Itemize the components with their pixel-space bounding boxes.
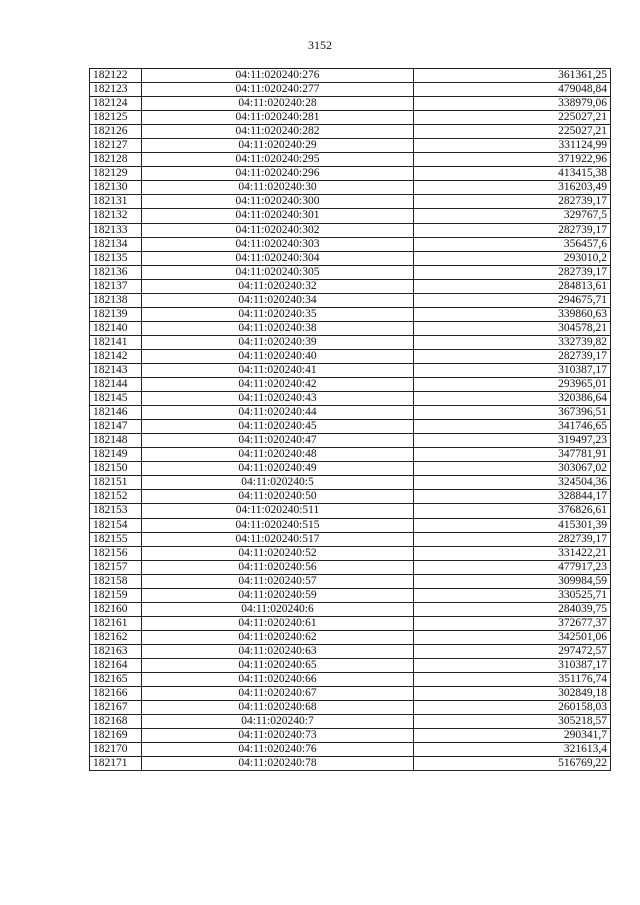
table-row	[90, 574, 611, 588]
table-row	[90, 293, 611, 307]
cadastral-number-cell: 04:11:020240:43	[142, 392, 414, 406]
cadastral-number-cell: 04:11:020240:304	[142, 251, 414, 265]
cadastral-number-cell: 04:11:020240:45	[142, 420, 414, 434]
row-number-cell: 182137	[90, 279, 142, 293]
table-row	[90, 378, 611, 392]
cadastral-number-cell: 04:11:020240:296	[142, 167, 414, 181]
value-cell: 342501,06	[414, 630, 611, 644]
table-row	[90, 729, 611, 743]
row-number-cell: 182129	[90, 167, 142, 181]
value-cell: 367396,51	[414, 406, 611, 420]
cadastral-number-cell: 04:11:020240:295	[142, 153, 414, 167]
page-number: 3152	[308, 38, 332, 52]
row-number-cell: 182133	[90, 223, 142, 237]
cadastral-number-cell: 04:11:020240:305	[142, 265, 414, 279]
cadastral-number-cell: 04:11:020240:5	[142, 476, 414, 490]
cadastral-number-cell: 04:11:020240:48	[142, 448, 414, 462]
value-cell: 376826,61	[414, 504, 611, 518]
cadastral-number-cell: 04:11:020240:62	[142, 630, 414, 644]
value-cell: 297472,57	[414, 644, 611, 658]
table-row	[90, 588, 611, 602]
value-cell: 284039,75	[414, 602, 611, 616]
value-cell: 339860,63	[414, 307, 611, 321]
row-number-cell: 182158	[90, 574, 142, 588]
cadastral-number-cell: 04:11:020240:303	[142, 237, 414, 251]
value-cell: 290341,7	[414, 729, 611, 743]
cadastral-number-cell: 04:11:020240:50	[142, 490, 414, 504]
cadastral-value-table	[89, 68, 611, 771]
value-cell: 225027,21	[414, 111, 611, 125]
row-number-cell: 182159	[90, 588, 142, 602]
table-row	[90, 195, 611, 209]
table-row	[90, 518, 611, 532]
row-number-cell: 182131	[90, 195, 142, 209]
table-row	[90, 434, 611, 448]
row-number-cell: 182169	[90, 729, 142, 743]
row-number-cell: 182171	[90, 757, 142, 771]
table-row	[90, 392, 611, 406]
cadastral-number-cell: 04:11:020240:59	[142, 588, 414, 602]
row-number-cell: 182126	[90, 125, 142, 139]
table-row	[90, 504, 611, 518]
table-row	[90, 251, 611, 265]
cadastral-number-cell: 04:11:020240:28	[142, 97, 414, 111]
value-cell: 293965,01	[414, 378, 611, 392]
row-number-cell: 182141	[90, 335, 142, 349]
table-row	[90, 279, 611, 293]
value-cell: 282739,17	[414, 265, 611, 279]
row-number-cell: 182122	[90, 69, 142, 83]
table-row	[90, 181, 611, 195]
row-number-cell: 182134	[90, 237, 142, 251]
value-cell: 330525,71	[414, 588, 611, 602]
table-row	[90, 209, 611, 223]
table-row	[90, 153, 611, 167]
cadastral-number-cell: 04:11:020240:30	[142, 181, 414, 195]
cadastral-number-cell: 04:11:020240:515	[142, 518, 414, 532]
table-row	[90, 349, 611, 363]
cadastral-number-cell: 04:11:020240:35	[142, 307, 414, 321]
table-row	[90, 644, 611, 658]
table-row	[90, 630, 611, 644]
cadastral-number-cell: 04:11:020240:517	[142, 532, 414, 546]
value-cell: 356457,6	[414, 237, 611, 251]
cadastral-number-cell: 04:11:020240:277	[142, 83, 414, 97]
value-cell: 294675,71	[414, 293, 611, 307]
value-cell: 332739,82	[414, 335, 611, 349]
row-number-cell: 182160	[90, 602, 142, 616]
row-number-cell: 182150	[90, 462, 142, 476]
table-row	[90, 560, 611, 574]
row-number-cell: 182130	[90, 181, 142, 195]
value-cell: 516769,22	[414, 757, 611, 771]
value-cell: 321613,4	[414, 743, 611, 757]
table-row	[90, 307, 611, 321]
cadastral-number-cell: 04:11:020240:76	[142, 743, 414, 757]
table-row	[90, 715, 611, 729]
value-cell: 303067,02	[414, 462, 611, 476]
value-cell: 338979,06	[414, 97, 611, 111]
value-cell: 320386,64	[414, 392, 611, 406]
value-cell: 293010,2	[414, 251, 611, 265]
value-cell: 361361,25	[414, 69, 611, 83]
table-body	[90, 69, 611, 771]
value-cell: 324504,36	[414, 476, 611, 490]
value-cell: 413415,38	[414, 167, 611, 181]
row-number-cell: 182152	[90, 490, 142, 504]
row-number-cell: 182132	[90, 209, 142, 223]
row-number-cell: 182167	[90, 701, 142, 715]
cadastral-number-cell: 04:11:020240:281	[142, 111, 414, 125]
table-row	[90, 69, 611, 83]
cadastral-number-cell: 04:11:020240:41	[142, 363, 414, 377]
row-number-cell: 182148	[90, 434, 142, 448]
table-row	[90, 658, 611, 672]
cadastral-number-cell: 04:11:020240:32	[142, 279, 414, 293]
row-number-cell: 182125	[90, 111, 142, 125]
value-cell: 284813,61	[414, 279, 611, 293]
cadastral-number-cell: 04:11:020240:40	[142, 349, 414, 363]
cadastral-number-cell: 04:11:020240:44	[142, 406, 414, 420]
table-row	[90, 476, 611, 490]
cadastral-number-cell: 04:11:020240:300	[142, 195, 414, 209]
row-number-cell: 182166	[90, 687, 142, 701]
cadastral-number-cell: 04:11:020240:42	[142, 378, 414, 392]
cadastral-number-cell: 04:11:020240:67	[142, 687, 414, 701]
cadastral-number-cell: 04:11:020240:29	[142, 139, 414, 153]
table-row	[90, 265, 611, 279]
table-row	[90, 602, 611, 616]
value-cell: 260158,03	[414, 701, 611, 715]
cadastral-number-cell: 04:11:020240:57	[142, 574, 414, 588]
table-row	[90, 616, 611, 630]
value-cell: 479048,84	[414, 83, 611, 97]
table-row	[90, 363, 611, 377]
row-number-cell: 182151	[90, 476, 142, 490]
row-number-cell: 182123	[90, 83, 142, 97]
value-cell: 415301,39	[414, 518, 611, 532]
table-row	[90, 743, 611, 757]
value-cell: 351176,74	[414, 673, 611, 687]
table-row	[90, 462, 611, 476]
cadastral-number-cell: 04:11:020240:34	[142, 293, 414, 307]
row-number-cell: 182170	[90, 743, 142, 757]
value-cell: 282739,17	[414, 195, 611, 209]
cadastral-number-cell: 04:11:020240:65	[142, 658, 414, 672]
cadastral-number-cell: 04:11:020240:78	[142, 757, 414, 771]
value-cell: 282739,17	[414, 532, 611, 546]
cadastral-number-cell: 04:11:020240:282	[142, 125, 414, 139]
value-cell: 305218,57	[414, 715, 611, 729]
row-number-cell: 182161	[90, 616, 142, 630]
value-cell: 331422,21	[414, 546, 611, 560]
row-number-cell: 182135	[90, 251, 142, 265]
value-cell: 347781,91	[414, 448, 611, 462]
row-number-cell: 182136	[90, 265, 142, 279]
value-cell: 225027,21	[414, 125, 611, 139]
cadastral-number-cell: 04:11:020240:56	[142, 560, 414, 574]
value-cell: 282739,17	[414, 223, 611, 237]
row-number-cell: 182168	[90, 715, 142, 729]
row-number-cell: 182156	[90, 546, 142, 560]
table-row	[90, 125, 611, 139]
row-number-cell: 182147	[90, 420, 142, 434]
table-row	[90, 757, 611, 771]
row-number-cell: 182146	[90, 406, 142, 420]
row-number-cell: 182145	[90, 392, 142, 406]
row-number-cell: 182127	[90, 139, 142, 153]
row-number-cell: 182154	[90, 518, 142, 532]
table-row	[90, 687, 611, 701]
table-row	[90, 237, 611, 251]
value-cell: 329767,5	[414, 209, 611, 223]
value-cell: 477917,23	[414, 560, 611, 574]
table-row	[90, 490, 611, 504]
cadastral-number-cell: 04:11:020240:66	[142, 673, 414, 687]
row-number-cell: 182140	[90, 321, 142, 335]
value-cell: 328844,17	[414, 490, 611, 504]
cadastral-number-cell: 04:11:020240:61	[142, 616, 414, 630]
row-number-cell: 182164	[90, 658, 142, 672]
cadastral-number-cell: 04:11:020240:38	[142, 321, 414, 335]
cadastral-number-cell: 04:11:020240:49	[142, 462, 414, 476]
row-number-cell: 182143	[90, 363, 142, 377]
cadastral-number-cell: 04:11:020240:6	[142, 602, 414, 616]
row-number-cell: 182128	[90, 153, 142, 167]
cadastral-number-cell: 04:11:020240:276	[142, 69, 414, 83]
table-row	[90, 701, 611, 715]
table-row	[90, 532, 611, 546]
cadastral-number-cell: 04:11:020240:73	[142, 729, 414, 743]
value-cell: 331124,99	[414, 139, 611, 153]
value-cell: 341746,65	[414, 420, 611, 434]
table-row	[90, 111, 611, 125]
cadastral-number-cell: 04:11:020240:52	[142, 546, 414, 560]
cadastral-number-cell: 04:11:020240:511	[142, 504, 414, 518]
cadastral-number-cell: 04:11:020240:68	[142, 701, 414, 715]
table-row	[90, 546, 611, 560]
value-cell: 371922,96	[414, 153, 611, 167]
cadastral-number-cell: 04:11:020240:302	[142, 223, 414, 237]
table-row	[90, 321, 611, 335]
cadastral-number-cell: 04:11:020240:47	[142, 434, 414, 448]
row-number-cell: 182155	[90, 532, 142, 546]
row-number-cell: 182149	[90, 448, 142, 462]
cadastral-number-cell: 04:11:020240:39	[142, 335, 414, 349]
value-cell: 304578,21	[414, 321, 611, 335]
value-cell: 316203,49	[414, 181, 611, 195]
cadastral-number-cell: 04:11:020240:63	[142, 644, 414, 658]
value-cell: 302849,18	[414, 687, 611, 701]
row-number-cell: 182163	[90, 644, 142, 658]
table-row	[90, 420, 611, 434]
table-row	[90, 223, 611, 237]
row-number-cell: 182139	[90, 307, 142, 321]
row-number-cell: 182138	[90, 293, 142, 307]
row-number-cell: 182157	[90, 560, 142, 574]
table-row	[90, 83, 611, 97]
row-number-cell: 182162	[90, 630, 142, 644]
row-number-cell: 182153	[90, 504, 142, 518]
table-row	[90, 448, 611, 462]
value-cell: 310387,17	[414, 363, 611, 377]
table-row	[90, 406, 611, 420]
table-row	[90, 97, 611, 111]
row-number-cell: 182124	[90, 97, 142, 111]
row-number-cell: 182142	[90, 349, 142, 363]
table-row	[90, 673, 611, 687]
row-number-cell: 182165	[90, 673, 142, 687]
row-number-cell: 182144	[90, 378, 142, 392]
value-cell: 319497,23	[414, 434, 611, 448]
table-row	[90, 335, 611, 349]
value-cell: 309984,59	[414, 574, 611, 588]
cadastral-number-cell: 04:11:020240:7	[142, 715, 414, 729]
value-cell: 310387,17	[414, 658, 611, 672]
value-cell: 372677,37	[414, 616, 611, 630]
value-cell: 282739,17	[414, 349, 611, 363]
table-row	[90, 139, 611, 153]
table-row	[90, 167, 611, 181]
cadastral-number-cell: 04:11:020240:301	[142, 209, 414, 223]
